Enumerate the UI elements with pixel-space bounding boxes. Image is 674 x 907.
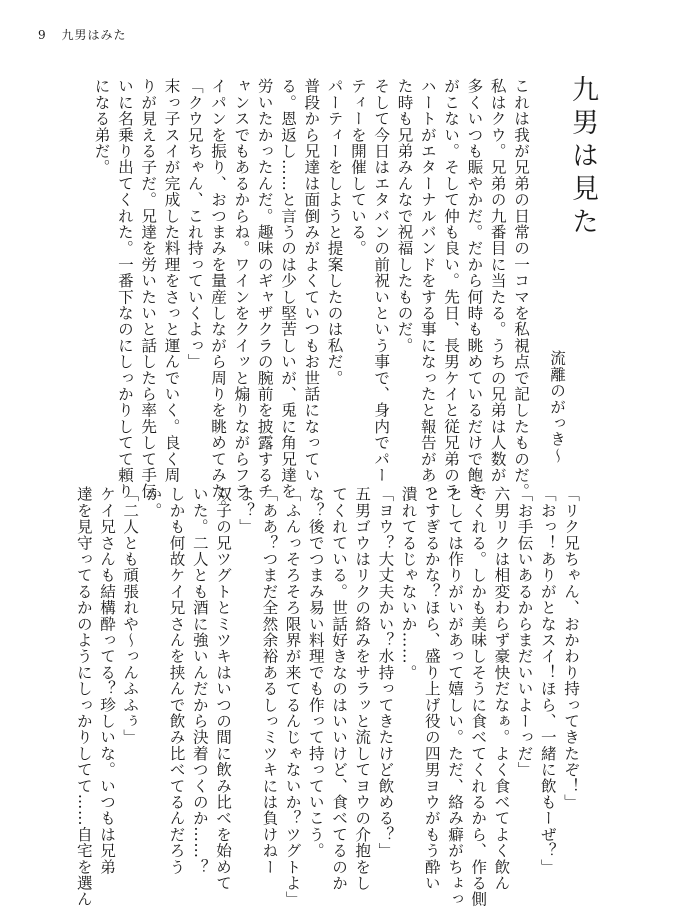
upper-line: 多くいつも賑やかだ。だから何時も眺めているだけで飽き [465, 78, 484, 500]
lower-line: な？後でつまみ易い料理でも作って持っていこう。 [306, 486, 325, 859]
upper-line: ハートがエターナルバンドをする事になったと報告があっ [418, 78, 437, 500]
upper-line: 末っ子スイが完成した料理をさっと運んでいく。良く周 [162, 78, 181, 483]
lower-line: いた。二人とも酒に強いんだから決着つくのか……？ [190, 486, 209, 875]
lower-line: 六男リクは相変わらず豪快だなぁ。よく食べてよく飲ん [492, 486, 511, 891]
lower-line: 「ヨウ？大丈夫かい？水持ってきたけど飲める？」 [376, 486, 395, 859]
lower-line: 双子の兄ツグトとミツキはいつの間に飲み比べを始めて [214, 486, 232, 891]
upper-line: がこない。そして仲も良い。先日、長男ケイと従兄弟のラ [442, 78, 461, 500]
lower-line: 「お手伝いあるからまだいいよーっだ」 [515, 486, 534, 778]
lower-line: 「ああ？つまだ全然余裕あるしっミツキには負けねー [260, 486, 279, 875]
lower-line: 「ふんっそろそろ限界が来てるんじゃないか？ツグトよ」 [283, 486, 302, 907]
lower-line: 五男ゴウはリクの絡みをサラッと流してヨウの介抱をし [353, 486, 372, 891]
lower-line: ケイ兄さんも結構酔ってる？珍しいな。いつもは兄弟 [98, 486, 116, 875]
upper-line: りが見える子だ。兄達を労いたいと話したら率先して手伝 [139, 78, 158, 500]
upper-line: ティーを開催している。 [348, 78, 367, 257]
upper-line: 「クウ兄ちゃん、これ持っていくよっ」 [185, 78, 204, 370]
running-header [38, 26, 126, 43]
lower-line: てくれている。世話好きなのはいいけど、食べてるのか [330, 486, 348, 891]
running-title: 九男はみた [61, 28, 127, 42]
page-number: 9 [38, 28, 47, 42]
lower-line: しかも何故ケイ兄さんを挟んで飲み比べてるんだろう [167, 486, 186, 875]
upper-line: イパンを振り、おつまみを量産しながら周りを眺めてみた。 [209, 78, 228, 516]
lower-line: としては作りがいがあって嬉しい。ただ、絡み癖がちょっ [446, 486, 464, 907]
lower-line: か。 [144, 486, 163, 519]
upper-line: になる弟だ。 [92, 78, 111, 176]
lower-line: 「リク兄ちゃん、おかわり持ってきたぞ！」 [562, 486, 580, 810]
story-title: 九男は見た [567, 75, 598, 240]
upper-line: 普段から兄達は面倒みがよくていつもお世話になってい [302, 78, 321, 483]
lower-line: 「おっ！ありがとなスイ！ほら、一緒に飲もーぜ？」 [538, 486, 557, 875]
upper-line: 労いたかったんだ。趣味のギャザクラの腕前を披露するチ [255, 78, 274, 500]
lower-line: よ？」 [237, 486, 256, 535]
upper-line: る。恩返し……と言うのは少し堅苦しいが、兎に角兄達を [279, 78, 297, 500]
lower-line: 潰れてるじゃないか……。 [399, 486, 418, 681]
upper-line: 私はクウ。兄弟の九番目に当たる。うちの兄弟は人数が [488, 78, 507, 483]
upper-line: そして今日はエタバンの前祝いという事で、身内でパー [372, 78, 391, 483]
upper-line: いに名乗り出てくれた。一番下なのにしっかりしてて頼り [115, 78, 134, 500]
lower-line: とすぎるかな？ほら、盛り上げ役の四男ヨウがもう酔い [422, 486, 441, 891]
upper-line: これは我が兄弟の日常の一コマを私視点で記したものだ。 [512, 78, 530, 500]
lower-line: 達を見守ってるかのようにしっかりしてて……自宅を選ん [74, 486, 93, 907]
author-name: 流離のがっき～ [548, 350, 566, 464]
lower-line: でくれる。しかも美味しそうに食べてくれるから、作る側 [469, 486, 488, 907]
upper-line: ャンスでもあるからね。ワインをクイッと煽りながらフラ [232, 78, 251, 500]
upper-line: た時も兄弟みんなで祝福したものだ。 [395, 78, 414, 354]
upper-line: パーティーをしようと提案したのは私だ。 [325, 78, 344, 386]
lower-line: 「二人とも頑張れや～っんふふぅ」 [121, 486, 140, 746]
